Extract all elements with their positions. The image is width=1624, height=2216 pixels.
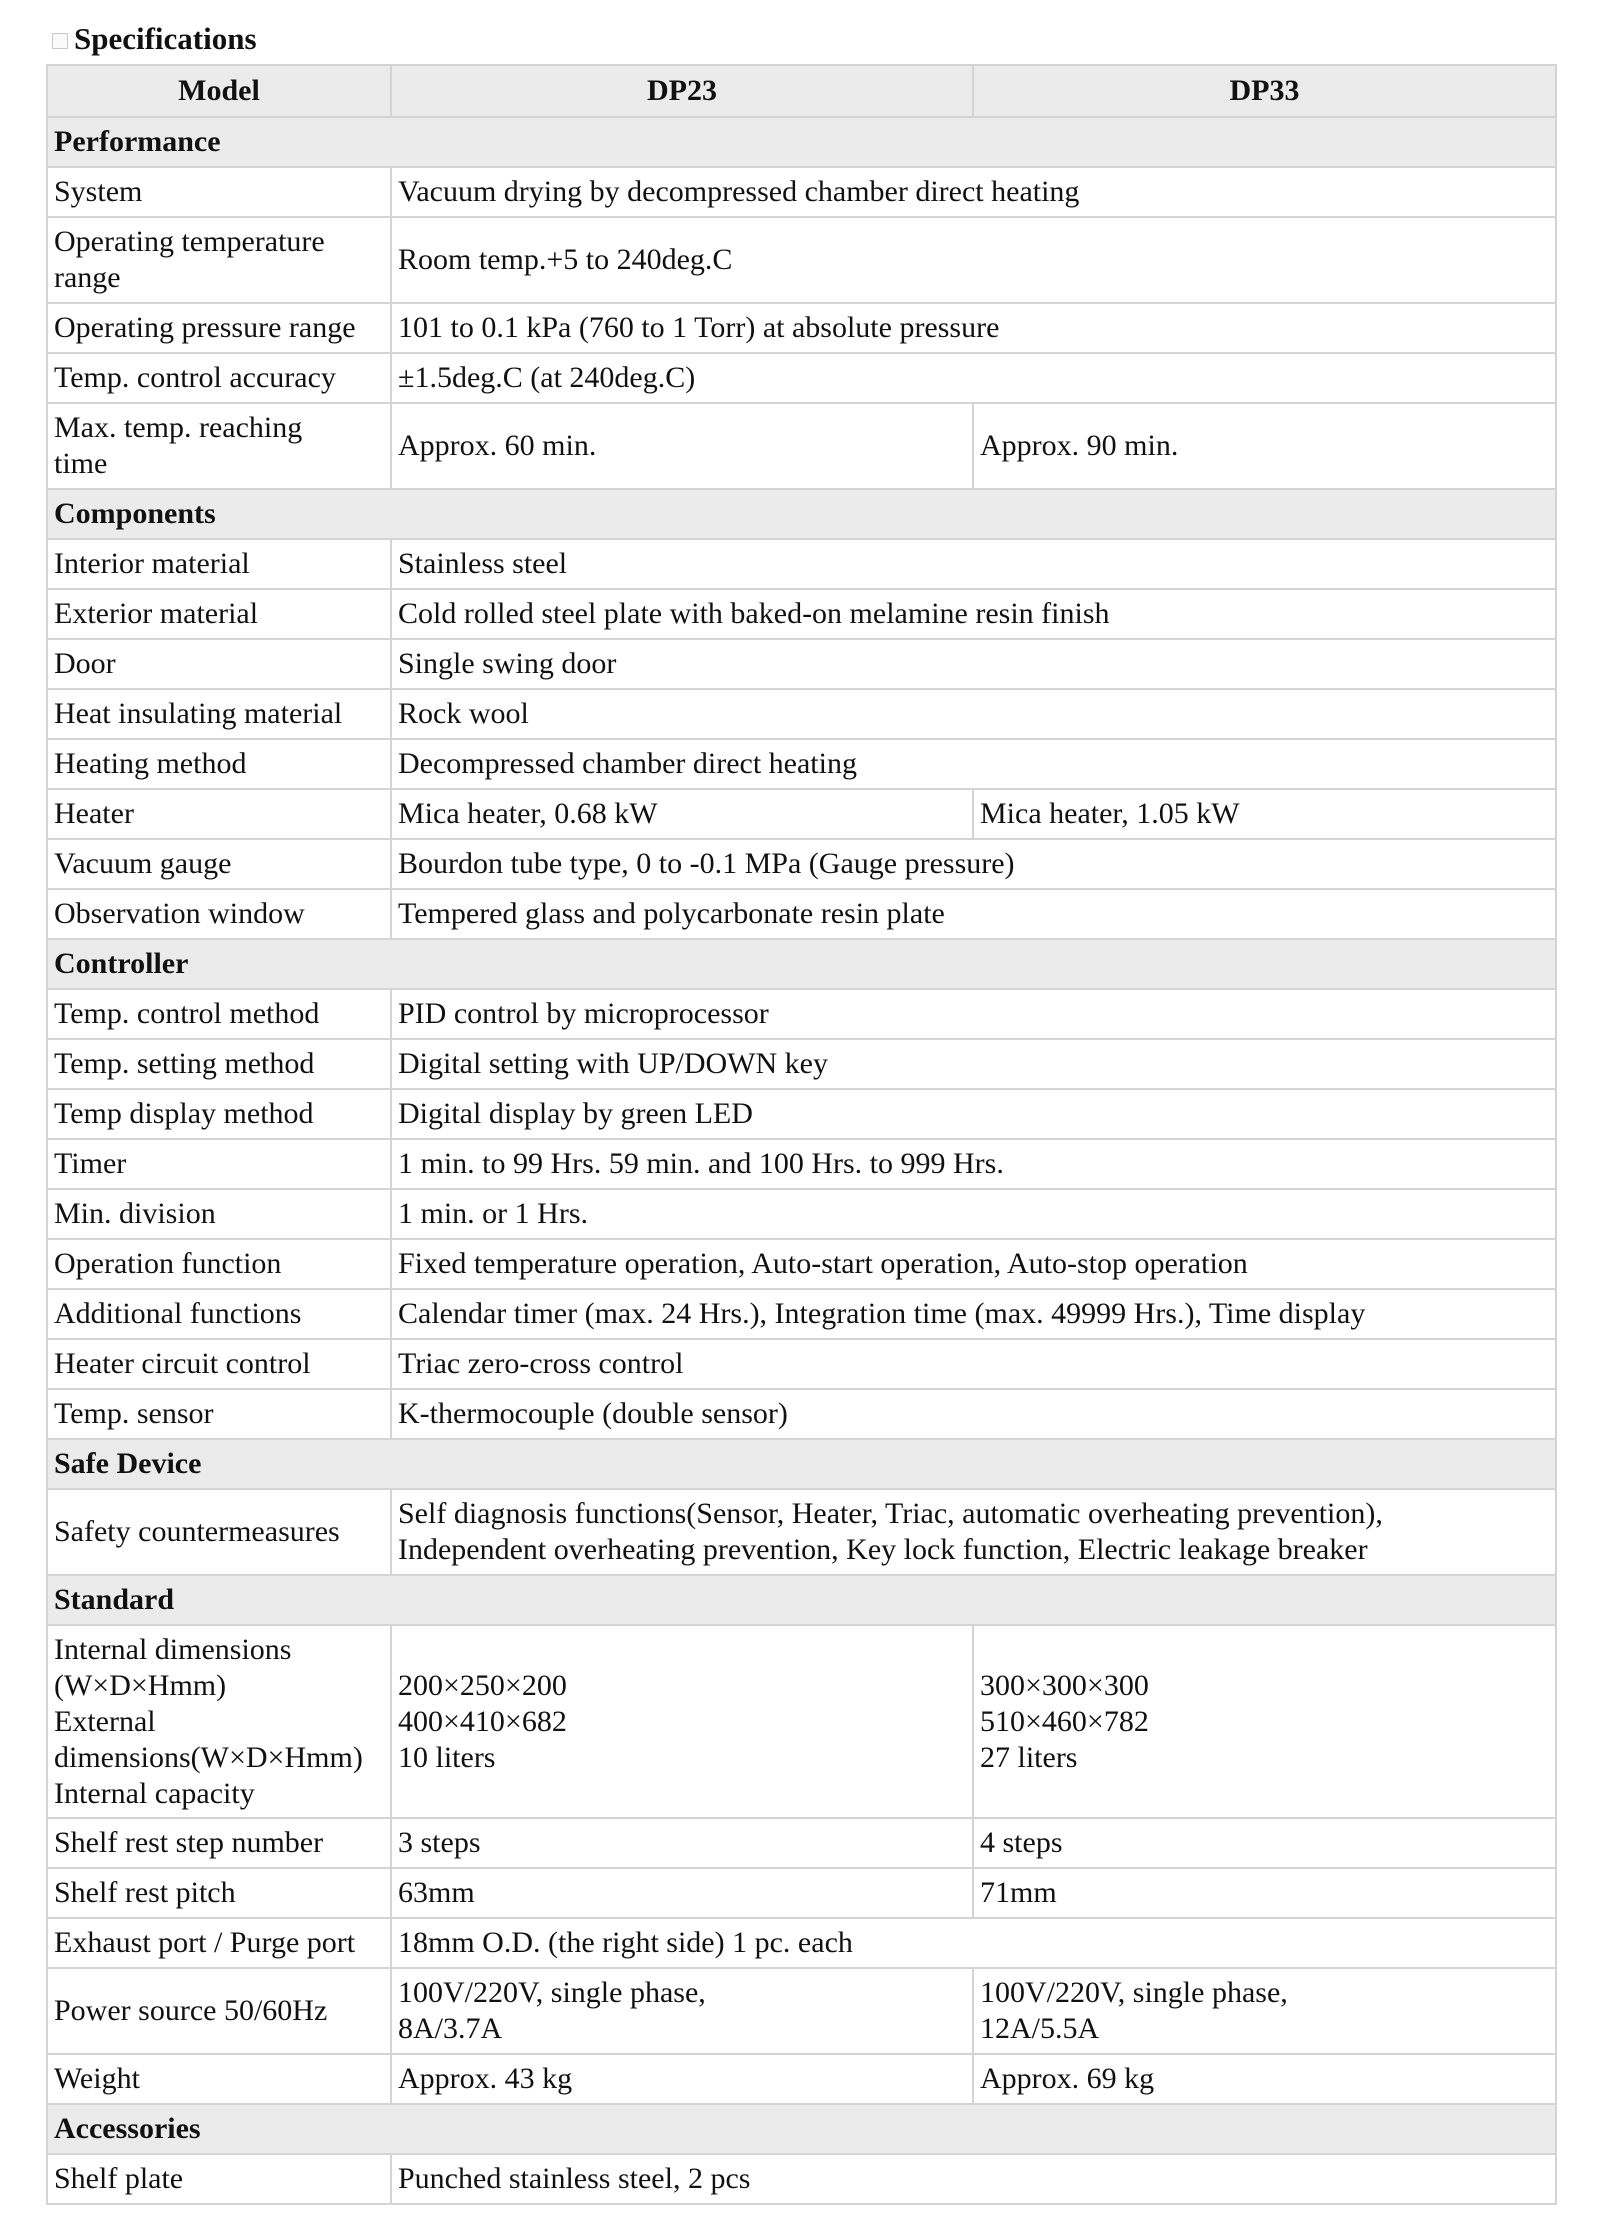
row-label: Temp. control accuracy — [47, 353, 391, 403]
section-row-safe-device — [47, 1439, 1556, 1489]
row-value: K-thermocouple (double sensor) — [391, 1389, 1556, 1439]
row-label: Observation window — [47, 889, 391, 939]
table-row — [47, 303, 1556, 353]
row-label: Power source 50/60Hz — [47, 1968, 391, 2054]
row-label: Max. temp. reaching time — [47, 403, 391, 489]
row-label: Exhaust port / Purge port — [47, 1918, 391, 1968]
table-row — [47, 1918, 1556, 1968]
row-value: Room temp.+5 to 240deg.C — [391, 217, 1556, 303]
row-value: Cold rolled steel plate with baked-on melamine resin finish — [391, 589, 1556, 639]
row-value: Rock wool — [391, 689, 1556, 739]
table-row — [47, 1868, 1556, 1918]
row-value: Calendar timer (max. 24 Hrs.), Integration time (max. 49999 Hrs.), Time display — [391, 1289, 1556, 1339]
row-value-dp33: Approx. 69 kg — [973, 2054, 1556, 2104]
section-title: Standard — [47, 1575, 1556, 1625]
row-label: Heater circuit control — [47, 1339, 391, 1389]
row-value: Self diagnosis functions(Sensor, Heater, Triac, automatic overheating prevention), Independent overheating prevention, Key lock function, Electric leakage breaker — [391, 1489, 1556, 1575]
table-row — [47, 1818, 1556, 1868]
table-row — [47, 1489, 1556, 1575]
row-value-dp23: 63mm — [391, 1868, 973, 1918]
row-value: Tempered glass and polycarbonate resin plate — [391, 889, 1556, 939]
section-title: Accessories — [47, 2104, 1556, 2154]
row-value-dp23: Approx. 60 min. — [391, 403, 973, 489]
row-label: Heat insulating material — [47, 689, 391, 739]
row-label: Operating pressure range — [47, 303, 391, 353]
row-value: Single swing door — [391, 639, 1556, 689]
row-value: Fixed temperature operation, Auto-start operation, Auto-stop operation — [391, 1239, 1556, 1289]
column-header-dp23: DP23 — [391, 65, 973, 117]
row-label: Weight — [47, 2054, 391, 2104]
table-row — [47, 889, 1556, 939]
table-row — [47, 2154, 1556, 2204]
row-label: Min. division — [47, 1189, 391, 1239]
table-row — [47, 167, 1556, 217]
column-header-dp33: DP33 — [973, 65, 1556, 117]
table-row — [47, 739, 1556, 789]
row-value: PID control by microprocessor — [391, 989, 1556, 1039]
table-row — [47, 1968, 1556, 2054]
row-value-dp23: 200×250×200 400×410×682 10 liters — [391, 1625, 973, 1818]
section-row-performance — [47, 117, 1556, 167]
row-value: 18mm O.D. (the right side) 1 pc. each — [391, 1918, 1556, 1968]
table-row — [47, 1189, 1556, 1239]
row-label: Temp. control method — [47, 989, 391, 1039]
row-label: Heating method — [47, 739, 391, 789]
row-value: ±1.5deg.C (at 240deg.C) — [391, 353, 1556, 403]
row-label: Heater — [47, 789, 391, 839]
page-title — [52, 14, 257, 64]
table-row — [47, 1389, 1556, 1439]
row-value: Triac zero-cross control — [391, 1339, 1556, 1389]
section-row-components — [47, 489, 1556, 539]
table-row — [47, 2054, 1556, 2104]
table-row — [47, 539, 1556, 589]
row-value-dp33: 4 steps — [973, 1818, 1556, 1868]
section-title: Components — [47, 489, 1556, 539]
row-value: 1 min. to 99 Hrs. 59 min. and 100 Hrs. to 999 Hrs. — [391, 1139, 1556, 1189]
row-label: Temp. sensor — [47, 1389, 391, 1439]
specifications-table — [46, 64, 1557, 2205]
row-label: Vacuum gauge — [47, 839, 391, 889]
table-row — [47, 353, 1556, 403]
section-title: Performance — [47, 117, 1556, 167]
row-value-dp33: 71mm — [973, 1868, 1556, 1918]
row-label: Temp display method — [47, 1089, 391, 1139]
row-label: Exterior material — [47, 589, 391, 639]
row-label: Additional functions — [47, 1289, 391, 1339]
row-label: Internal dimensions (W×D×Hmm) External dimensions(W×D×Hmm) Internal capacity — [47, 1625, 391, 1818]
row-value: Bourdon tube type, 0 to -0.1 MPa (Gauge pressure) — [391, 839, 1556, 889]
row-label: System — [47, 167, 391, 217]
table-row — [47, 1289, 1556, 1339]
row-value-dp33: 300×300×300 510×460×782 27 liters — [973, 1625, 1556, 1818]
table-row — [47, 989, 1556, 1039]
row-value: 101 to 0.1 kPa (760 to 1 Torr) at absolute pressure — [391, 303, 1556, 353]
row-label: Temp. setting method — [47, 1039, 391, 1089]
row-value-dp33: 100V/220V, single phase, 12A/5.5A — [973, 1968, 1556, 2054]
row-label: Door — [47, 639, 391, 689]
row-label: Safety countermeasures — [47, 1489, 391, 1575]
section-row-controller — [47, 939, 1556, 989]
row-label: Interior material — [47, 539, 391, 589]
section-row-standard — [47, 1575, 1556, 1625]
row-label: Shelf plate — [47, 2154, 391, 2204]
table-row — [47, 403, 1556, 489]
row-value: Vacuum drying by decompressed chamber direct heating — [391, 167, 1556, 217]
row-label: Shelf rest pitch — [47, 1868, 391, 1918]
table-row — [47, 689, 1556, 739]
row-value: Stainless steel — [391, 539, 1556, 589]
table-row — [47, 1039, 1556, 1089]
row-label: Shelf rest step number — [47, 1818, 391, 1868]
table-row — [47, 1139, 1556, 1189]
row-label: Timer — [47, 1139, 391, 1189]
table-header-row — [47, 65, 1556, 117]
row-value-dp33: Mica heater, 1.05 kW — [973, 789, 1556, 839]
table-row — [47, 589, 1556, 639]
row-value: Decompressed chamber direct heating — [391, 739, 1556, 789]
section-row-accessories — [47, 2104, 1556, 2154]
page-title-text: Specifications — [74, 21, 257, 56]
row-value: 1 min. or 1 Hrs. — [391, 1189, 1556, 1239]
table-row — [47, 1339, 1556, 1389]
row-value-dp33: Approx. 90 min. — [973, 403, 1556, 489]
row-value-dp23: 100V/220V, single phase, 8A/3.7A — [391, 1968, 973, 2054]
table-row — [47, 839, 1556, 889]
row-value: Digital setting with UP/DOWN key — [391, 1039, 1556, 1089]
bullet-icon — [52, 33, 68, 49]
table-row — [47, 789, 1556, 839]
row-label: Operating temperature range — [47, 217, 391, 303]
row-value-dp23: Approx. 43 kg — [391, 2054, 973, 2104]
row-value-dp23: 3 steps — [391, 1818, 973, 1868]
table-row — [47, 639, 1556, 689]
section-title: Controller — [47, 939, 1556, 989]
table-row — [47, 1625, 1556, 1818]
row-value-dp23: Mica heater, 0.68 kW — [391, 789, 973, 839]
row-label: Operation function — [47, 1239, 391, 1289]
section-title: Safe Device — [47, 1439, 1556, 1489]
row-value: Punched stainless steel, 2 pcs — [391, 2154, 1556, 2204]
column-header-model: Model — [47, 65, 391, 117]
table-row — [47, 1089, 1556, 1139]
table-row — [47, 1239, 1556, 1289]
row-value: Digital display by green LED — [391, 1089, 1556, 1139]
table-row — [47, 217, 1556, 303]
